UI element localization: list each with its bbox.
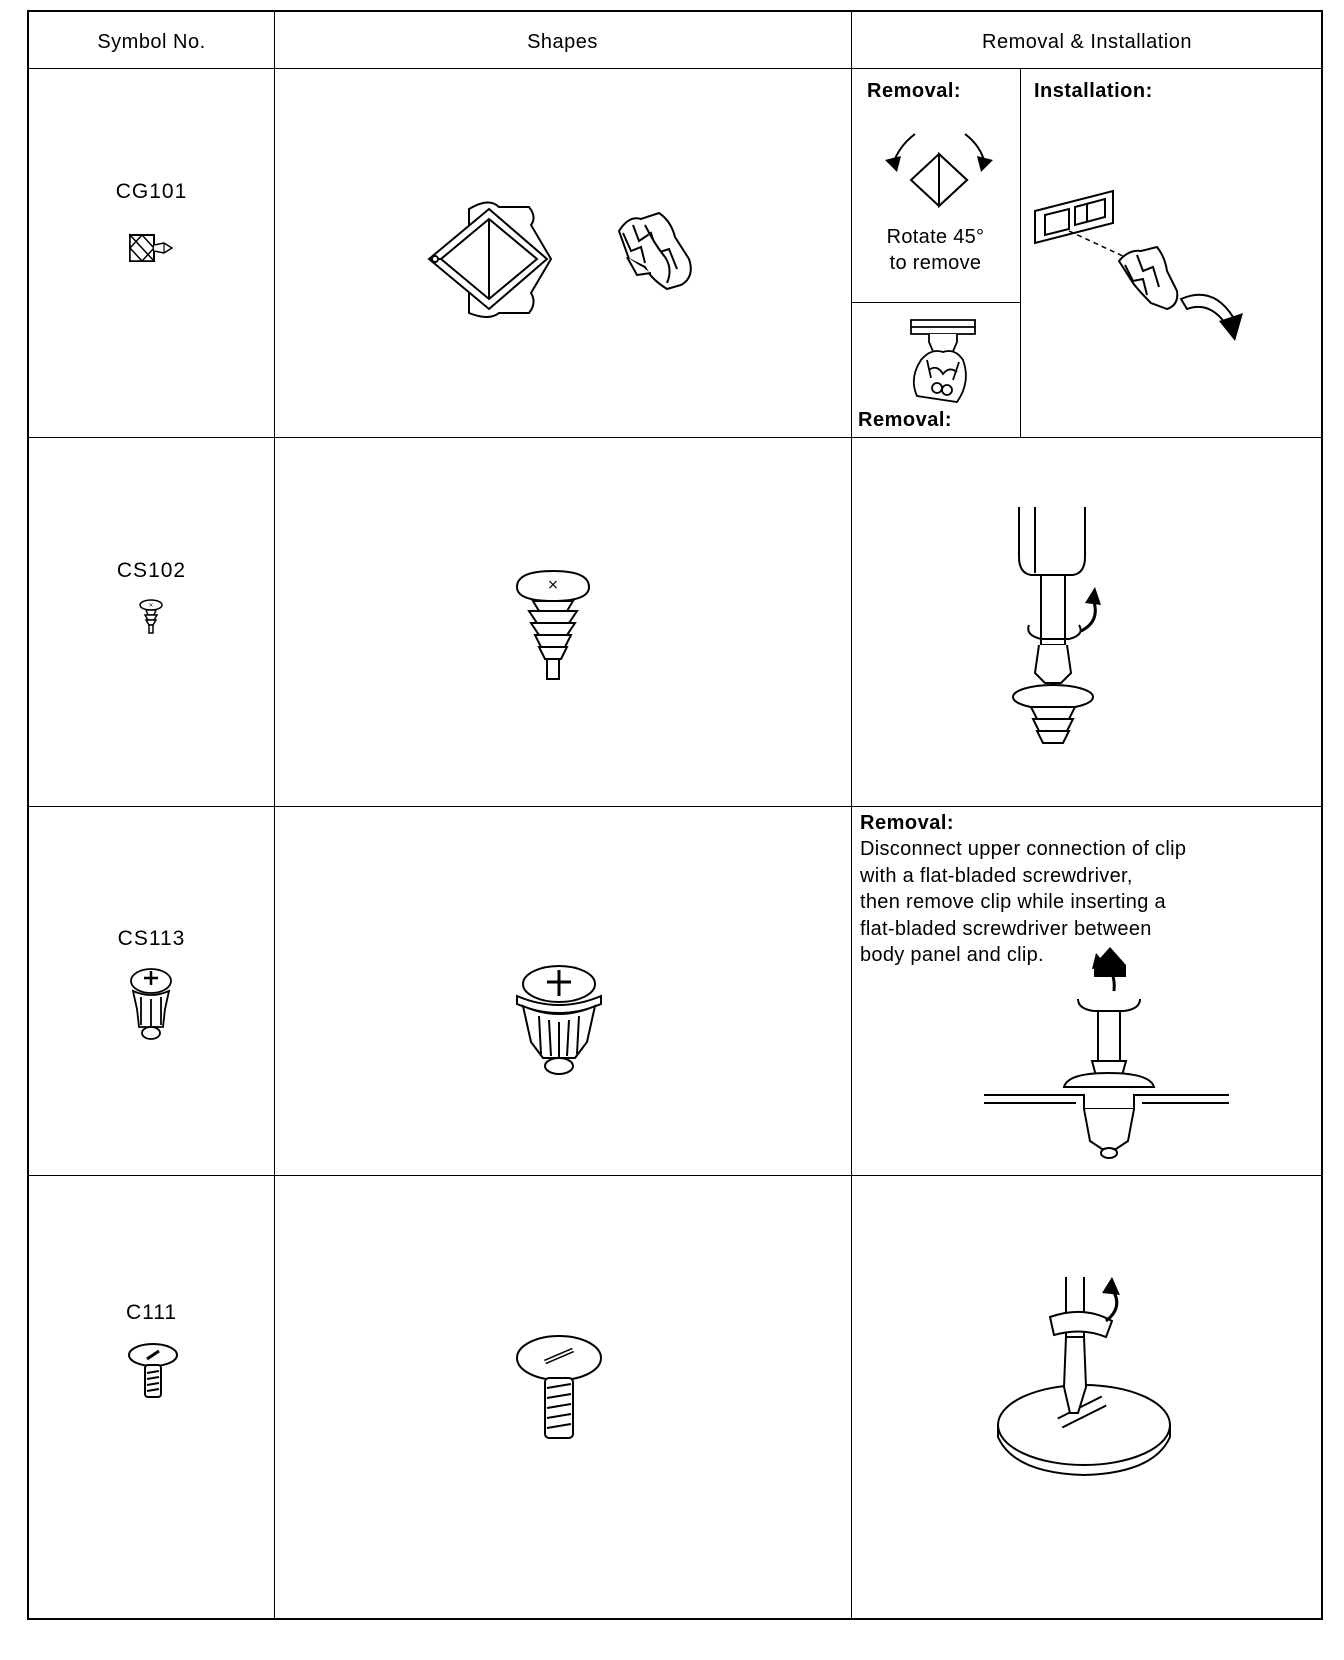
removal-label: Removal: — [867, 80, 962, 102]
cs113-symbol-icon — [127, 965, 175, 1043]
cg101-shape-illustration — [419, 197, 709, 327]
svg-text:×: × — [148, 602, 154, 609]
rotate-45-illustration — [879, 122, 999, 217]
installation-label: Installation: — [1034, 80, 1153, 102]
instruction-line: flat-bladed screwdriver between — [860, 917, 1152, 940]
cs113-removal-illustration — [984, 937, 1229, 1167]
column-divider — [274, 12, 275, 1618]
removal-label: Removal: — [860, 812, 955, 834]
symbol-code: CS113 — [117, 927, 186, 950]
row-divider — [29, 1175, 1321, 1176]
removal-label-2: Removal: — [858, 409, 953, 431]
pinch-removal-illustration — [899, 312, 989, 404]
subcell-divider — [1020, 68, 1021, 437]
instruction-line: then remove clip while inserting a — [860, 891, 1166, 913]
row-divider — [29, 437, 1321, 438]
cs113-shape-illustration — [509, 962, 609, 1082]
c111-removal-illustration — [994, 1277, 1174, 1477]
header-removal-installation: Removal & Installation — [982, 30, 1192, 53]
symbol-code: CG101 — [115, 180, 188, 203]
svg-text:×: × — [547, 577, 559, 593]
rotate-instruction-line2: to remove — [889, 252, 982, 274]
header-symbol-no: Symbol No. — [97, 30, 206, 53]
instruction-line: Disconnect upper connection of clip — [860, 838, 1187, 860]
cs102-symbol-icon — [138, 599, 164, 635]
cs102-removal-illustration — [989, 507, 1129, 757]
header-shapes: Shapes — [527, 30, 598, 53]
symbol-code: CS102 — [116, 559, 187, 582]
instruction-line: with a flat-bladed screwdriver, — [860, 864, 1133, 887]
symbol-code: C111 — [125, 1301, 178, 1324]
instruction-line: body panel and clip. — [860, 944, 1044, 966]
cs102-shape-illustration — [509, 567, 599, 687]
cg101-installation-illustration — [1029, 187, 1249, 347]
c111-symbol-icon — [125, 1341, 181, 1401]
c111-shape-illustration — [509, 1332, 609, 1442]
rotate-instruction-line1: Rotate 45° — [886, 226, 985, 248]
cg101-symbol-icon — [122, 229, 180, 269]
row-divider — [29, 806, 1321, 807]
subcell-divider — [851, 302, 1020, 303]
clip-reference-table — [27, 10, 1323, 1620]
